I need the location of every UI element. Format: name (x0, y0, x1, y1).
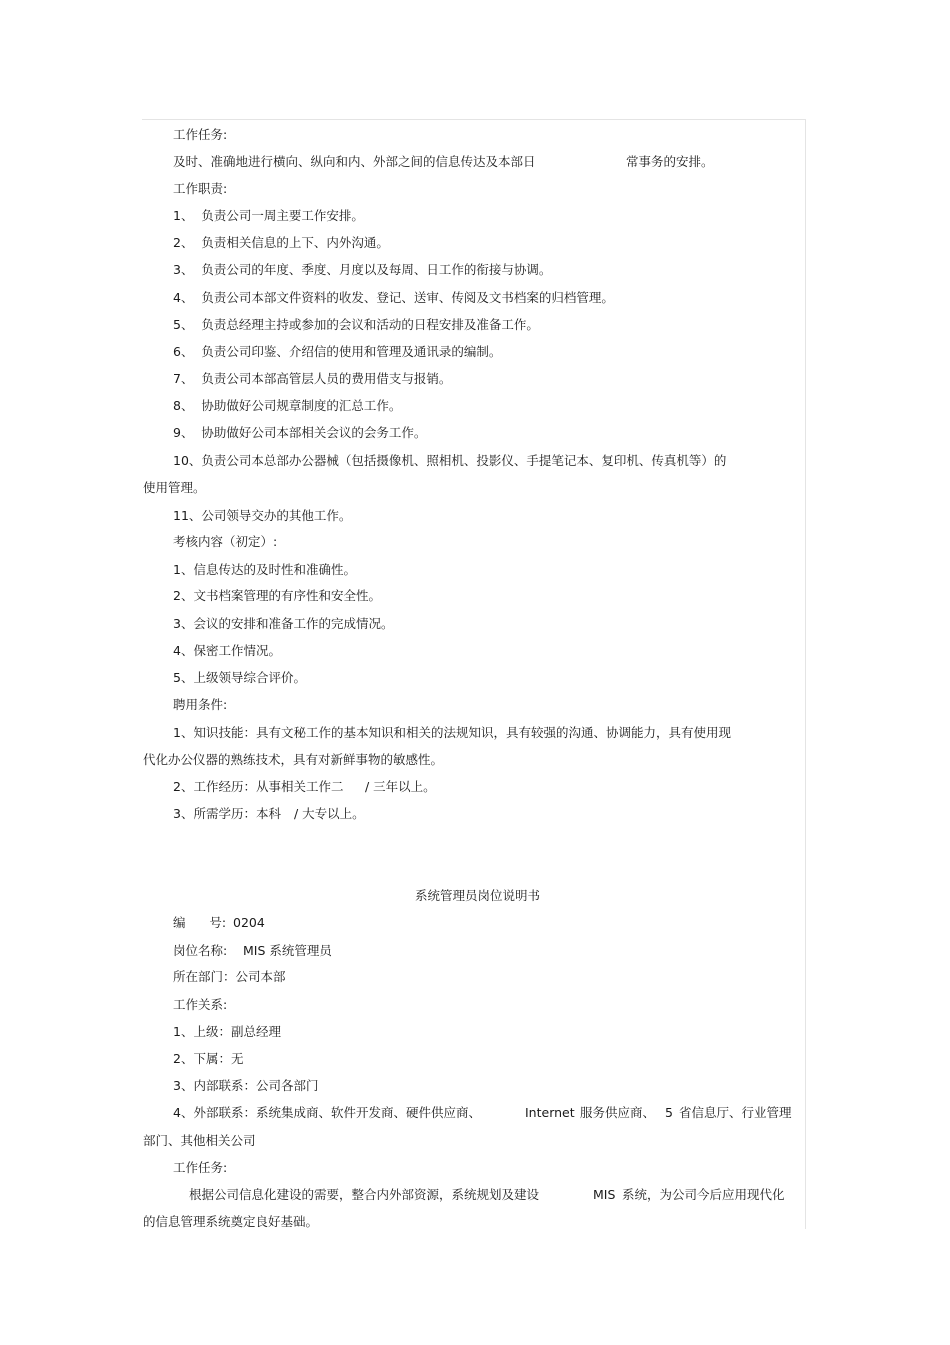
hire-item-2-continued: / 三年以上。 (365, 779, 436, 794)
duty-item: 8、 协助做好公司规章制度的汇总工作。 (173, 398, 402, 413)
hire-item-1: 1、知识技能：具有文秘工作的基本知识和相关的法规知识，具有较强的沟通、协调能力，具有使用现 (173, 725, 731, 740)
task-heading: 工作任务: (173, 127, 228, 142)
relation-item: 2、下属：无 (173, 1051, 244, 1066)
task-heading-2: 工作任务: (173, 1160, 228, 1175)
duty-item: 9、 协助做好公司本部相关会议的会务工作。 (173, 425, 427, 440)
code-label: 编 号: (173, 915, 227, 930)
duty-item-10-continued: 使用管理。 (143, 480, 206, 495)
department: 所在部门：公司本部 (173, 969, 286, 984)
assess-item: 2、文书档案管理的有序性和安全性。 (173, 588, 381, 603)
relation-heading: 工作关系: (173, 997, 228, 1012)
section-title: 系统管理员岗位说明书 (415, 888, 541, 903)
hire-item-2: 2、工作经历：从事相关工作二 (173, 779, 344, 794)
relation-item-4-part: 服务供应商、 (580, 1105, 656, 1120)
task-text-2-continued: 的信息管理系统奠定良好基础。 (143, 1214, 319, 1229)
duty-item-10: 10、负责公司本总部办公器械（包括摄像机、照相机、投影仪、手提笔记本、复印机、传真机等）的 (173, 453, 727, 468)
assess-item: 4、保密工作情况。 (173, 643, 281, 658)
duty-item: 7、 负责公司本部高管层人员的费用借支与报销。 (173, 371, 452, 386)
relation-item-4-part: Internet (525, 1105, 575, 1120)
post-value: MIS 系统管理员 (243, 943, 332, 958)
hire-item-3-continued: / 大专以上。 (294, 806, 365, 821)
hire-item-3: 3、所需学历：本科 (173, 806, 281, 821)
duty-item: 4、 负责公司本部文件资料的收发、登记、送审、传阅及文书档案的归档管理。 (173, 290, 614, 305)
relation-item: 3、内部联系：公司各部门 (173, 1078, 319, 1093)
task-text: 及时、准确地进行横向、纵向和内、外部之间的信息传达及本部日 (173, 154, 536, 169)
post-label: 岗位名称: (173, 943, 228, 958)
assess-heading: 考核内容（初定）: (173, 534, 278, 549)
hire-heading: 聘用条件: (173, 697, 228, 712)
duty-item: 2、 负责相关信息的上下、内外沟通。 (173, 235, 389, 250)
assess-item: 1、信息传达的及时性和准确性。 (173, 562, 356, 577)
duty-item: 5、 负责总经理主持或参加的会议和活动的日程安排及准备工作。 (173, 317, 539, 332)
relation-item-4-continued: 部门、其他相关公司 (143, 1133, 256, 1148)
relation-item: 1、上级：副总经理 (173, 1024, 281, 1039)
task-text-2: 根据公司信息化建设的需要，整合内外部资源，系统规划及建设 (189, 1187, 540, 1202)
assess-item: 5、上级领导综合评价。 (173, 670, 306, 685)
relation-item-4-part: 5 (665, 1105, 673, 1120)
task-text-2-part: 系统，为公司今后应用现代化 (622, 1187, 785, 1202)
duty-item: 3、 负责公司的年度、季度、月度以及每周、日工作的衔接与协调。 (173, 262, 552, 277)
relation-item-4: 4、外部联系：系统集成商、软件开发商、硬件供应商、 (173, 1105, 481, 1120)
duty-item: 1、 负责公司一周主要工作安排。 (173, 208, 364, 223)
hire-item-1-continued: 代化办公仪器的熟练技术，具有对新鲜事物的敏感性。 (143, 752, 444, 767)
relation-item-4-part: 省信息厅、行业管理 (679, 1105, 792, 1120)
task-text-continued: 常事务的安排。 (626, 154, 714, 169)
duty-heading: 工作职责: (173, 181, 228, 196)
duty-item-11: 11、公司领导交办的其他工作。 (173, 508, 352, 523)
code-value: 0204 (233, 915, 265, 930)
duty-item: 6、 负责公司印鉴、介绍信的使用和管理及通讯录的编制。 (173, 344, 502, 359)
assess-item: 3、会议的安排和准备工作的完成情况。 (173, 616, 394, 631)
task-text-2-part: MIS (593, 1187, 616, 1202)
